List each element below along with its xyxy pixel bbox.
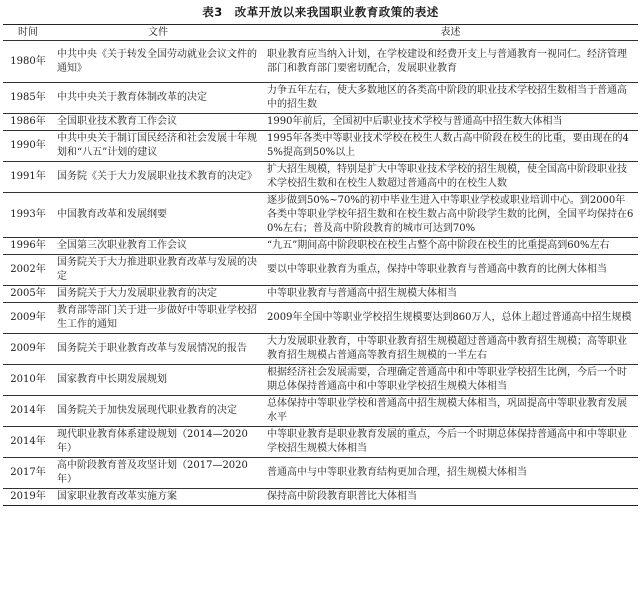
- table-title: 表3 改革开放以来我国职业教育政策的表述: [202, 5, 439, 19]
- row-document: 全国职业技术教育工作会议: [57, 116, 177, 127]
- header-time: 时间: [18, 26, 38, 38]
- row-year: 1986年: [10, 116, 46, 127]
- table-row: [3, 334, 638, 365]
- row-statement: 职业教育应当纳入计划，在学校建设和经费开支上与普通教育一视同仁。经济管理部门和教育部门要密切配合，发展职业教育: [267, 48, 627, 74]
- row-year: 2005年: [10, 288, 46, 299]
- row-year: 2009年: [10, 312, 46, 323]
- row-statement: “九五”期间高中阶段职校在校生占整个高中阶段在校生的比重提高到60%左右: [267, 240, 610, 251]
- row-year: 1990年: [10, 140, 46, 151]
- table-row: [3, 162, 638, 193]
- row-document: 高中阶段教育普及攻坚计划（2017—2020年）: [57, 460, 248, 485]
- row-statement: 总体保持中等职业学校和普通高中招生规模大体相当，巩固提高中等职业教育发展水平: [267, 398, 627, 423]
- table-row: [3, 238, 638, 255]
- row-statement: 1990年前后，全国初中后职业技术学校与普通高中招生数大体相当: [267, 116, 563, 127]
- row-document: 全国第三次职业教育工作会议: [57, 240, 187, 251]
- table-row: [3, 489, 638, 506]
- row-year: 1991年: [10, 171, 46, 182]
- row-year: 1993年: [10, 209, 46, 220]
- row-year: 2002年: [10, 264, 46, 275]
- table-row: [3, 255, 638, 286]
- row-document: 现代职业教育体系建设规划（2014—2020年）: [57, 429, 248, 454]
- row-statement: 根据经济社会发展需要，合理确定普通高中和中等职业学校招生比例，今后一个时期总体保持普通高中和中等职业学校招生规模大体相当: [267, 367, 627, 392]
- table-row: [3, 114, 638, 131]
- row-document: 中共中央关于制订国民经济和社会发展十年规划和“八五”计划的建议: [57, 133, 257, 158]
- row-statement: 要以中等职业教育为重点，保持中等职业教育与普通高中教育的比例大体相当: [267, 264, 607, 275]
- row-document: 国务院关于大力推进职业教育改革与发展的决定: [57, 257, 257, 282]
- header-statement: 表述: [440, 26, 461, 38]
- row-year: 1996年: [10, 240, 46, 251]
- row-statement: 大力发展职业教育，中等职业教育招生规模超过普通高中教育招生规模；高等职业教育招生规模占普通高等教育招生规模的一半左右: [267, 336, 627, 361]
- row-document: 国务院关于职业教育改革与发展情况的报告: [57, 343, 247, 354]
- row-document: 国务院《关于大力发展职业技术教育的决定》: [57, 171, 257, 182]
- table-row: [3, 83, 638, 114]
- table-row: [3, 131, 638, 162]
- table-row: [3, 193, 638, 238]
- table-header: [3, 25, 638, 41]
- row-year: 2010年: [10, 374, 46, 385]
- header-row: [3, 25, 638, 41]
- row-statement: 普通高中与中等职业教育结构更加合理，招生规模大体相当: [267, 467, 527, 478]
- row-year: 1980年: [10, 55, 46, 67]
- table-row: [3, 427, 638, 458]
- row-document: 中国教育改革和发展纲要: [57, 209, 167, 220]
- row-document: 中共中央关于教育体制改革的决定: [57, 92, 207, 103]
- row-statement: 逐步做到50%~70%的初中毕业生进入中等职业学校或职业培训中心。到2000年各类中等职业学校年招生数和在校生数占高中阶段学生数的比例，全国平均保持在60%左右；普及高中阶段教育的城市可达到70%: [267, 195, 634, 234]
- row-statement: 2009年全国中等职业学校招生规模要达到860万人，总体上超过普通高中招生规模: [267, 312, 632, 323]
- policy-table: [3, 24, 638, 506]
- row-year: 2009年: [10, 343, 46, 354]
- table-body: [3, 41, 638, 506]
- row-document: 国家职业教育改革实施方案: [57, 491, 177, 502]
- row-year: 2014年: [10, 405, 46, 416]
- table-row: [3, 303, 638, 334]
- row-statement: 中等职业教育是职业教育发展的重点，今后一个时期总体保持普通高中和中等职业学校招生规模大体相当: [267, 429, 627, 454]
- row-year: 2014年: [10, 436, 46, 447]
- row-year: 1985年: [10, 92, 46, 103]
- row-statement: 扩大招生规模，特别是扩大中等职业技术学校的招生规模，使全国高中阶段职业技术学校招生数和在校生人数超过普通高中的在校生人数: [267, 164, 627, 189]
- table-row: [3, 41, 638, 83]
- row-document: 教育部等部门关于进一步做好中等职业学校招生工作的通知: [57, 305, 257, 330]
- row-year: 2017年: [10, 467, 46, 478]
- table-row: [3, 365, 638, 396]
- table-row: [3, 396, 638, 427]
- row-document: 国务院关于大力发展职业教育的决定: [57, 288, 217, 299]
- row-year: 2019年: [10, 491, 46, 502]
- table-row: [3, 458, 638, 489]
- row-document: 国家教育中长期发展规划: [57, 374, 167, 385]
- table-row: [3, 286, 638, 303]
- row-document: 中共中央《关于转发全国劳动就业会议文件的通知》: [57, 48, 257, 74]
- row-document: 国务院关于加快发展现代职业教育的决定: [57, 405, 237, 416]
- row-statement: 1995年各类中等职业技术学校在校生人数占高中阶段在校生的比重，要由现在的45%提高到50%以上: [267, 133, 629, 158]
- row-statement: 保持高中阶段教育职普比大体相当: [267, 491, 417, 502]
- row-statement: 中等职业教育与普通高中招生规模大体相当: [267, 288, 457, 299]
- row-statement: 力争五年左右，使大多数地区的各类高中阶段的职业技术学校招生数相当于普通高中的招生数: [267, 85, 627, 110]
- header-document: 文件: [148, 26, 168, 38]
